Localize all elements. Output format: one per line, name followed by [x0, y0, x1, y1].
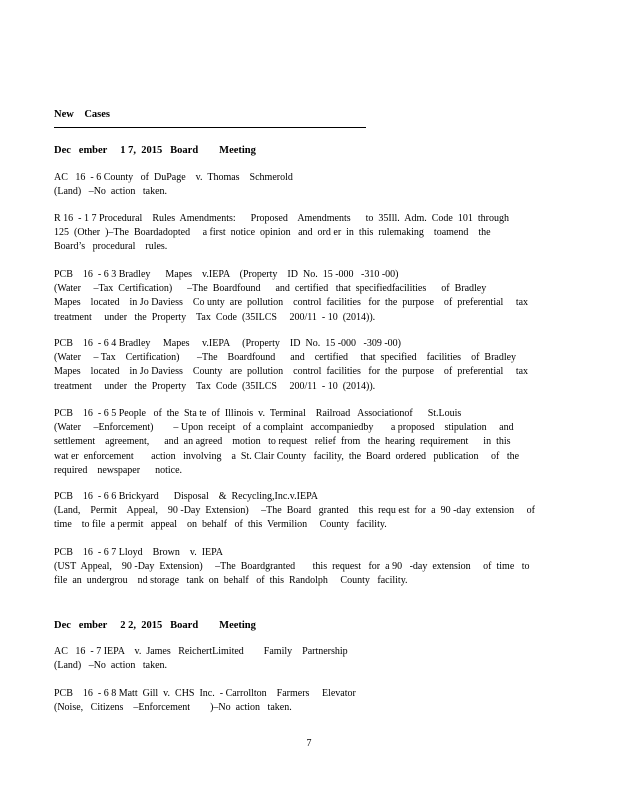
case-text-line: settlement agreement, and an agreed motion to request relief from the hearing requirement in this	[54, 436, 511, 448]
case-caption: PCB 16 - 6 4 Bradley Mapes v.IEPA (Property ID No. 15 -000 -309 -00)	[54, 338, 402, 349]
case-entry	[54, 546, 544, 589]
case-text-line: (Water –Tax Certification) –The Boardfound and certified that specifiedfacilities of Bradley	[54, 283, 487, 295]
case-text-line: required newspaper notice.	[54, 464, 183, 476]
case-text-line: Mapes located in Jo Daviess Co unty are pollution control facilities for the purpose of preferential tax	[54, 297, 529, 309]
case-entry	[54, 171, 544, 199]
case-text-line: file an undergrou nd storage tank on behalf of this Randolph County facility.	[54, 575, 408, 587]
case-text-line: (UST Appeal, 90 -Day Extension) –The Boardgranted this request for a 90 -day extension of time to	[54, 561, 530, 573]
case-text-line: (Land) –No action taken.	[54, 186, 168, 198]
case-entry	[54, 337, 544, 394]
case-entry	[54, 268, 544, 325]
section-rule	[54, 127, 366, 128]
case-text-line: (Noise, Citizens –Enforcement )–No action taken.	[54, 702, 292, 714]
case-text-line: (Water –Enforcement) – Upon receipt of a complaint accompaniedby a proposed stipulation and	[54, 422, 514, 434]
case-entry	[54, 687, 544, 715]
case-entry	[54, 212, 544, 255]
case-caption: AC 16 - 6 County of DuPage v. Thomas Schmerold	[54, 172, 306, 183]
section-title: New Cases	[54, 109, 110, 120]
case-entry	[54, 645, 544, 673]
case-entry	[54, 490, 544, 533]
case-text-line: Board’s procedural rules.	[54, 241, 168, 253]
case-text-line: time to file a permit appeal on behalf of this Vermilion County facility.	[54, 519, 387, 531]
case-text-line: 125 (Other )–The Boardadopted a first notice opinion and ord er in this rulemaking toamend the	[54, 227, 491, 239]
case-caption: PCB 16 - 6 5 People of the Sta te of Illinois v. Terminal Railroad Associationof St.Louis	[54, 408, 462, 419]
case-caption: PCB 16 - 6 6 Brickyard Disposal & Recycling,Inc.v.IEPA	[54, 491, 345, 502]
case-caption: AC 16 - 7 IEPA v. James ReichertLimited Family Partnership	[54, 646, 361, 657]
page-number: 7	[306, 738, 312, 749]
case-text-line: (Water – Tax Certification) –The Boardfound and certified that specified facilities of Bradley	[54, 352, 517, 364]
case-text-line: (Land) –No action taken.	[54, 660, 168, 672]
case-text-line: treatment under the Property Tax Code (35ILCS 200/11 - 10 (2014)).	[54, 380, 376, 392]
case-text-line: Mapes located in Jo Daviess County are pollution control facilities for the purpose of preferential tax	[54, 366, 529, 378]
case-caption: PCB 16 - 6 3 Bradley Mapes v.IEPA (Property ID No. 15 -000 -310 -00)	[54, 269, 399, 280]
case-text-line: (Land, Permit Appeal, 90 -Day Extension) –The Board granted this requ est for a 90 -day extension of	[54, 505, 536, 517]
case-text-line: treatment under the Property Tax Code (35ILCS 200/11 - 10 (2014)).	[54, 311, 376, 323]
meeting-title: Dec ember 1 7, 2015 Board Meeting	[54, 145, 256, 156]
case-text-line: wat er enforcement action involving a St. Clair County facility, the Board ordered publication of the	[54, 450, 520, 462]
case-caption: PCB 16 - 6 7 Lloyd Brown v. IEPA	[54, 547, 223, 558]
meeting-title: Dec ember 2 2, 2015 Board Meeting	[54, 620, 256, 631]
case-caption: PCB 16 - 6 8 Matt Gill v. CHS Inc. - Carrollton Farmers Elevator	[54, 688, 356, 699]
case-caption: R 16 - 1 7 Procedural Rules Amendments: Proposed Amendments to 35Ill. Adm. Code 101 through	[54, 213, 517, 224]
case-entry	[54, 407, 544, 478]
